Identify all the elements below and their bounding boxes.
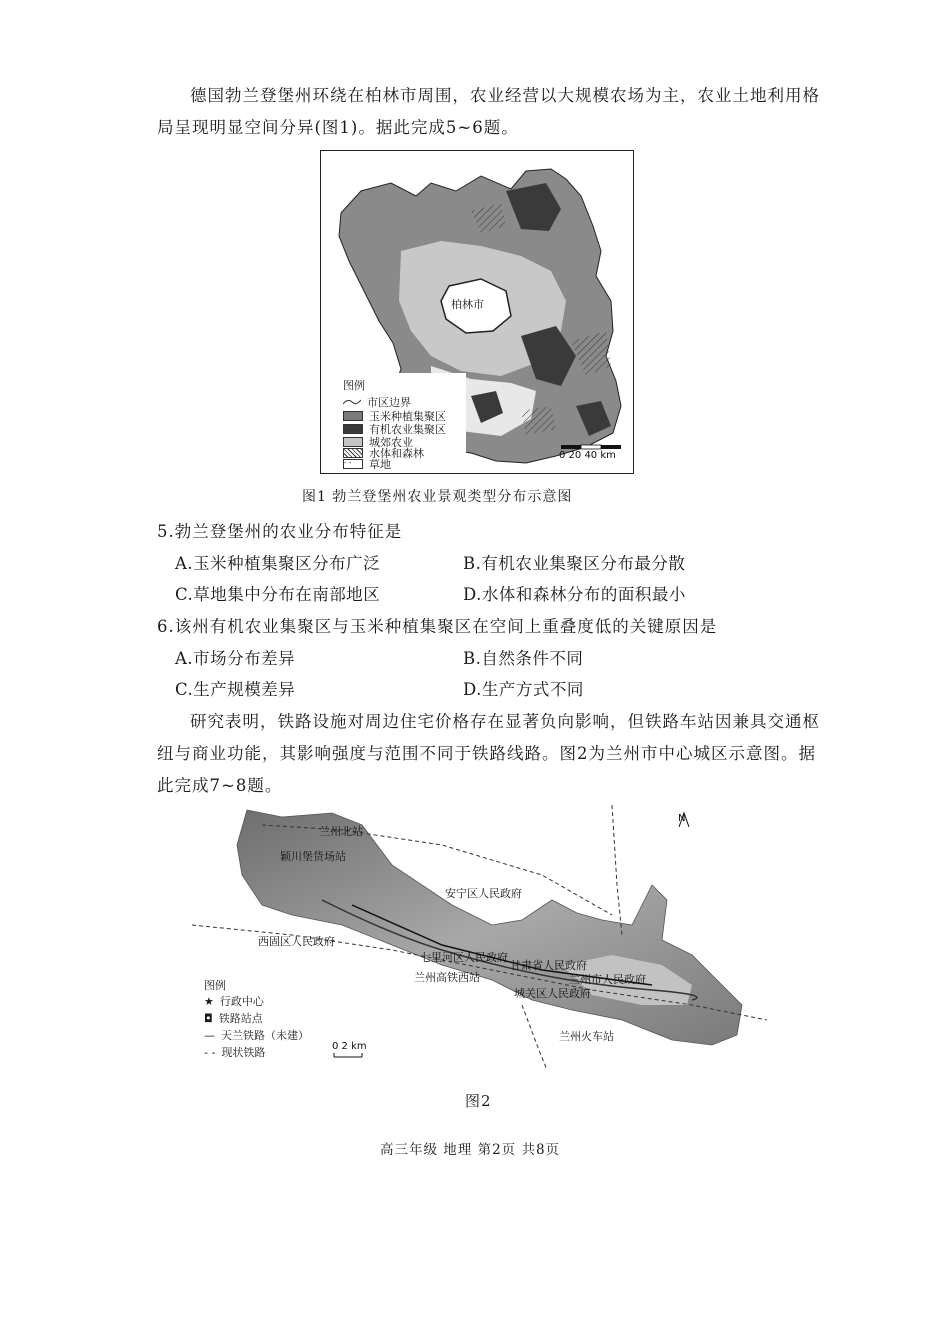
passage2-line3: 此完成7~8题。 — [157, 776, 283, 795]
label-anning: 安宁区人民政府 — [445, 887, 522, 900]
grass-swatch: - - — [343, 459, 363, 469]
fig1-legend-title: 图例 — [343, 379, 365, 392]
fig1-scale: 0 20 40 km — [559, 450, 616, 461]
solid-line-icon: — — [204, 1028, 215, 1042]
passage1-line2: 局呈现明显空间分异(图1)。据此完成5~6题。 — [157, 118, 519, 137]
passage1-line1: 德国勃兰登堡州环绕在柏林市周围，农业经营以大规模农场为主，农业土地利用格 — [190, 86, 820, 105]
label-xigu: 西固区人民政府 — [258, 935, 335, 948]
figure-2-map — [192, 805, 767, 1070]
legend-forest: 水体和森林 — [343, 445, 424, 461]
fig2-scale: 0 2 km — [332, 1041, 367, 1052]
star-icon: ★ — [204, 994, 214, 1008]
label-hsr-west: 兰州高铁西站 — [414, 971, 480, 984]
q6-option-c[interactable]: C.生产规模差异 — [175, 680, 296, 699]
q6-option-a[interactable]: A.市场分布差异 — [175, 649, 296, 668]
dashed-line-icon: - - — [204, 1045, 216, 1059]
railway-vertical — [612, 805, 622, 935]
legend-corn: 玉米种植集聚区 — [343, 408, 446, 424]
passage2-line2: 纽与商业功能，其影响强度与范围不同于铁路线路。图2为兰州市中心城区示意图。据 — [157, 744, 816, 763]
page-footer: 高三年级 地理 第2页 共8页 — [380, 1142, 561, 1158]
legend-admin-center: ★ 行政中心 — [204, 994, 264, 1008]
q6-option-d[interactable]: D.生产方式不同 — [463, 680, 584, 699]
q5-option-c[interactable]: C.草地集中分布在南部地区 — [175, 585, 381, 604]
legend-city-boundary: 市区边界 — [343, 394, 411, 410]
figure-1-map — [320, 150, 634, 474]
label-lanzhou-city: 兰州市人民政府 — [569, 973, 646, 986]
boundary-line-icon — [343, 398, 361, 406]
q5-option-b[interactable]: B.有机农业集聚区分布最分散 — [463, 554, 686, 573]
q5-stem: 5.勃兰登堡州的农业分布特征是 — [157, 522, 403, 541]
legend-grass: - - 草地 — [344, 458, 391, 471]
label-qilihe: 七里河区人民政府 — [420, 951, 508, 964]
corn-swatch — [343, 411, 363, 421]
valley-terrain — [237, 810, 742, 1045]
label-yingchuan: 颖川堡货场站 — [280, 850, 346, 863]
north-label: N — [678, 813, 686, 824]
railway-branch — [522, 1005, 547, 1070]
legend-railway-station: ◘ 铁路站点 — [204, 1011, 263, 1025]
figure-2-caption: 图2 — [465, 1092, 492, 1110]
q5-option-a[interactable]: A.玉米种植集聚区分布广泛 — [175, 554, 381, 573]
label-lanzhou-north: 兰州北站 — [319, 825, 363, 838]
berlin-label: 柏林市 — [451, 298, 484, 311]
station-icon: ◘ — [204, 1011, 213, 1025]
passage2-line1: 研究表明，铁路设施对周边住宅价格存在显著负向影响，但铁路车站因兼具交通枢 — [190, 712, 820, 731]
label-gansu: 甘肃省人民政府 — [510, 959, 587, 972]
legend-organic: 有机农业集聚区 — [343, 421, 446, 437]
label-lanzhou-station: 兰州火车站 — [559, 1030, 614, 1043]
figure-1-caption: 图1 勃兰登堡州农业景观类型分布示意图 — [302, 489, 573, 505]
q6-option-b[interactable]: B.自然条件不同 — [463, 649, 584, 668]
legend-periurban: 城郊农业 — [343, 434, 413, 450]
label-chengguan: 城关区人民政府 — [514, 987, 591, 1000]
legend-existing-rail: - - 现状铁路 — [204, 1045, 266, 1059]
organic-swatch — [343, 424, 363, 434]
q6-stem: 6.该州有机农业集聚区与玉米种植集聚区在空间上重叠度低的关键原因是 — [157, 617, 718, 636]
q5-option-d[interactable]: D.水体和森林分布的面积最小 — [463, 585, 686, 604]
legend-tianlan: — 天兰铁路（未建） — [204, 1028, 309, 1042]
fig2-legend-title: 图例 — [204, 979, 226, 992]
